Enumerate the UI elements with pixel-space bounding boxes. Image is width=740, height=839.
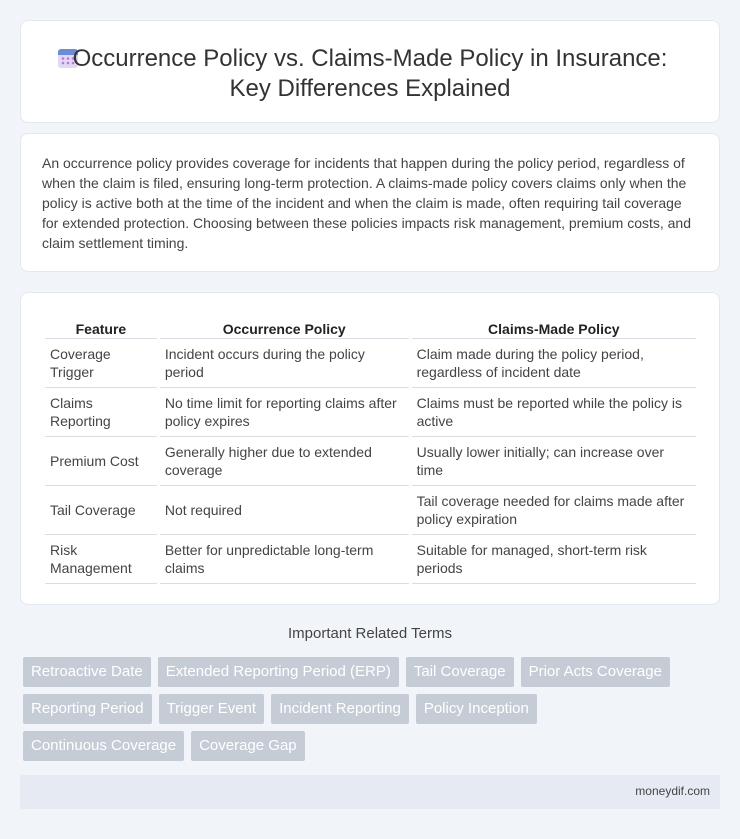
table-row [45,339,696,388]
claims-made-cell: Suitable for managed, short-term risk periods [412,535,696,584]
feature-cell: Tail Coverage [45,486,157,535]
comparison-table [42,313,699,584]
related-term-tag[interactable]: Incident Reporting [271,694,409,724]
header-claims-made: Claims-Made Policy [412,313,696,339]
claims-made-cell: Usually lower initially; can increase over time [412,437,696,486]
page-title-line2: Key Differences Explained [229,75,511,102]
claims-made-cell: Claim made during the policy period, regardless of incident date [412,339,696,388]
table-row [45,535,696,584]
related-term-tag[interactable]: Retroactive Date [23,657,151,687]
feature-cell: Risk Management [45,535,157,584]
table-row [45,486,696,535]
footer-bar [20,775,720,809]
footer-site-link[interactable]: moneydif.com [635,784,710,798]
feature-cell: Premium Cost [45,437,157,486]
intro-card [20,133,720,272]
occurrence-cell: Generally higher due to extended coverage [160,437,409,486]
related-terms-title: Important Related Terms [288,625,452,642]
feature-cell: Claims Reporting [45,388,157,437]
title-card [20,20,720,123]
related-term-tag[interactable]: Trigger Event [159,694,264,724]
related-term-tag[interactable]: Continuous Coverage [23,731,184,761]
table-row [45,437,696,486]
related-term-tag[interactable]: Policy Inception [416,694,537,724]
claims-made-cell: Tail coverage needed for claims made after policy expiration [412,486,696,535]
table-header-row [45,313,696,339]
intro-paragraph: An occurrence policy provides coverage for incidents that happen during the policy period, regardless of when the claim is filed, ensuring long-term protection. A claims-made policy covers claims only when the policy is active both at the time of the incident and when the claim is made, often requiring tail coverage for extended protection. Choosing between these policies impacts risk management, premium costs, and claim settlement timing. [42,155,692,251]
comparison-card [20,292,720,605]
related-term-tag[interactable]: Extended Reporting Period (ERP) [158,657,399,687]
claims-made-cell: Claims must be reported while the policy is active [412,388,696,437]
related-terms-list [23,657,703,761]
feature-cell: Coverage Trigger [45,339,157,388]
header-feature: Feature [45,313,157,339]
page-title [21,44,719,104]
related-term-tag[interactable]: Tail Coverage [406,657,514,687]
header-occurrence: Occurrence Policy [160,313,409,339]
related-term-tag[interactable]: Prior Acts Coverage [521,657,670,687]
page-title-line1: Occurrence Policy vs. Claims-Made Policy in Insurance: [72,45,668,72]
occurrence-cell: Incident occurs during the policy period [160,339,409,388]
related-term-tag[interactable]: Reporting Period [23,694,152,724]
occurrence-cell: Not required [160,486,409,535]
related-term-tag[interactable]: Coverage Gap [191,731,305,761]
occurrence-cell: No time limit for reporting claims after policy expires [160,388,409,437]
table-row [45,388,696,437]
occurrence-cell: Better for unpredictable long-term claims [160,535,409,584]
